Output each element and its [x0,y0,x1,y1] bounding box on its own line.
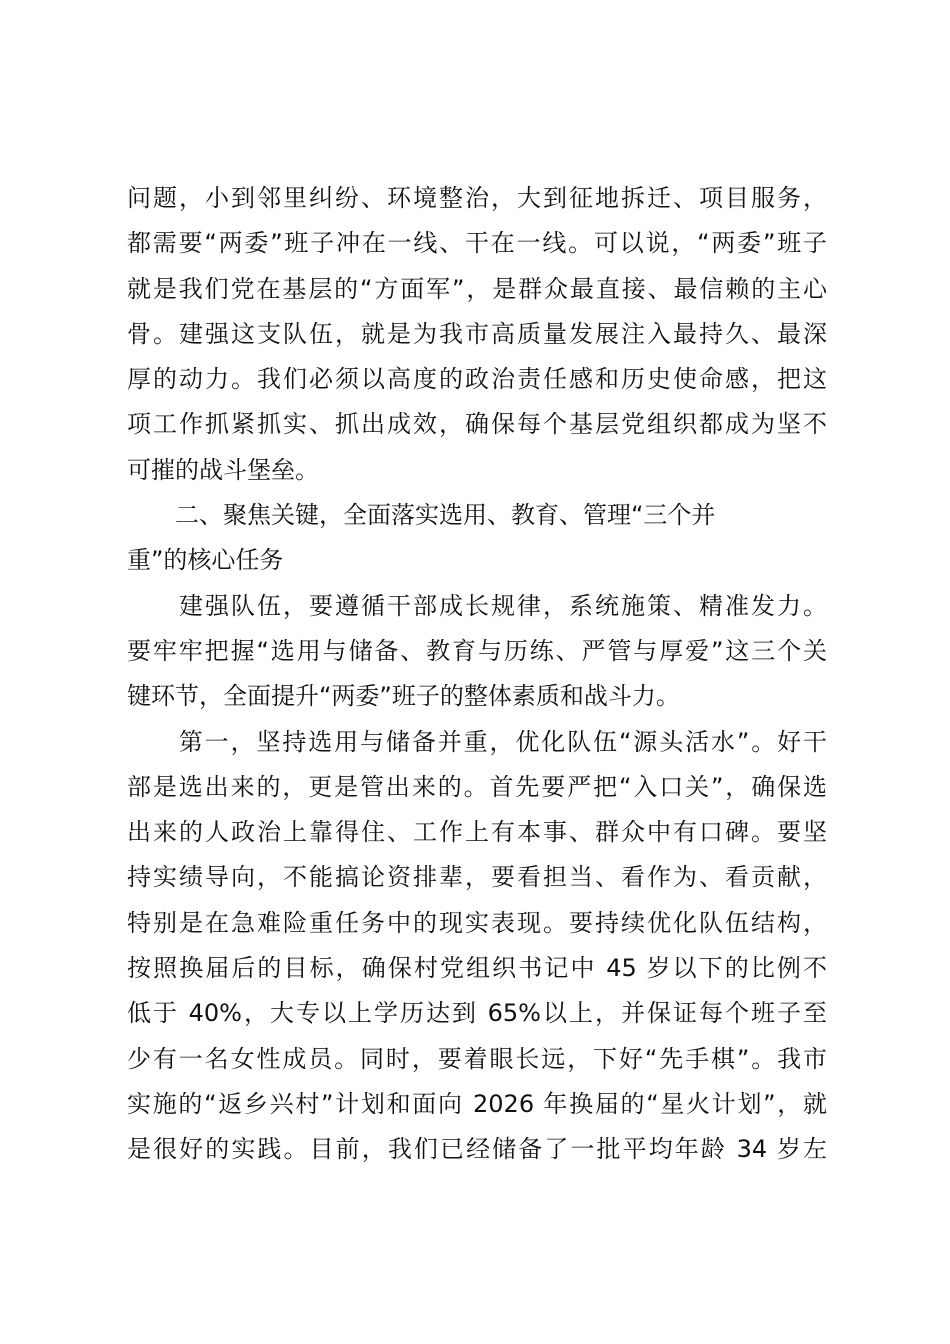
text-line: 是很好的实践。目前，我们已经储备了一批平均年龄 34 岁左 [127,1135,827,1164]
text-line: 第一，坚持选用与储备并重，优化队伍“源头活水”。好干 [127,727,827,756]
text-line: 项工作抓紧抓实、抓出成效，确保每个基层党组织都成为坚不 [127,410,827,439]
text-line: 要牢牢把握“选用与储备、教育与历练、严管与厚爱”这三个关 [127,636,827,665]
paragraph-intro [127,584,827,720]
text-line: 出来的人政治上靠得住、工作上有本事、群众中有口碑。要坚 [127,818,827,847]
text-line: 厚的动力。我们必须以高度的政治责任感和历史使命感，把这 [127,365,827,394]
text-line: 问题，小到邻里纠纷、环境整治，大到征地拆迁、项目服务， [127,184,827,212]
paragraph-first-point [127,720,827,1173]
text-line: 少有一名女性成员。同时，要着眼长远，下好“先手棋”。我市 [127,1044,827,1073]
text-line: 建强队伍，要遵循干部成长规律，系统施策、精准发力。 [127,591,827,620]
text-line: 都需要“两委”班子冲在一线、干在一线。可以说，“两委”班子 [127,229,827,258]
section-heading [127,493,827,584]
paragraph-continued [127,176,827,493]
text-line: 低于 40%，大专以上学历达到 65%以上，并保证每个班子至 [127,999,827,1028]
heading-line: 二、聚焦关键，全面落实选用、教育、管理“三个并 [127,501,716,530]
text-line: 实施的“返乡兴村”计划和面向 2026 年换届的“星火计划”，就 [127,1089,827,1118]
document-body [127,176,827,1173]
text-line: 键环节，全面提升“两委”班子的整体素质和战斗力。 [127,682,680,711]
text-line: 按照换届后的目标，确保村党组织书记中 45 岁以下的比例不 [127,954,827,983]
heading-line: 重”的核心任务 [127,546,284,575]
text-line: 骨。建强这支队伍，就是为我市高质量发展注入最持久、最深 [127,319,827,348]
text-line: 可摧的战斗堡垒。 [127,455,319,484]
text-line: 持实绩导向，不能搞论资排辈，要看担当、看作为、看贡献， [127,863,827,892]
text-line: 就是我们党在基层的“方面军”，是群众最直接、最信赖的主心 [127,274,827,303]
text-line: 部是选出来的，更是管出来的。首先要严把“入口关”，确保选 [127,772,827,801]
text-line: 特别是在急难险重任务中的现实表现。要持续优化队伍结构， [127,908,827,937]
